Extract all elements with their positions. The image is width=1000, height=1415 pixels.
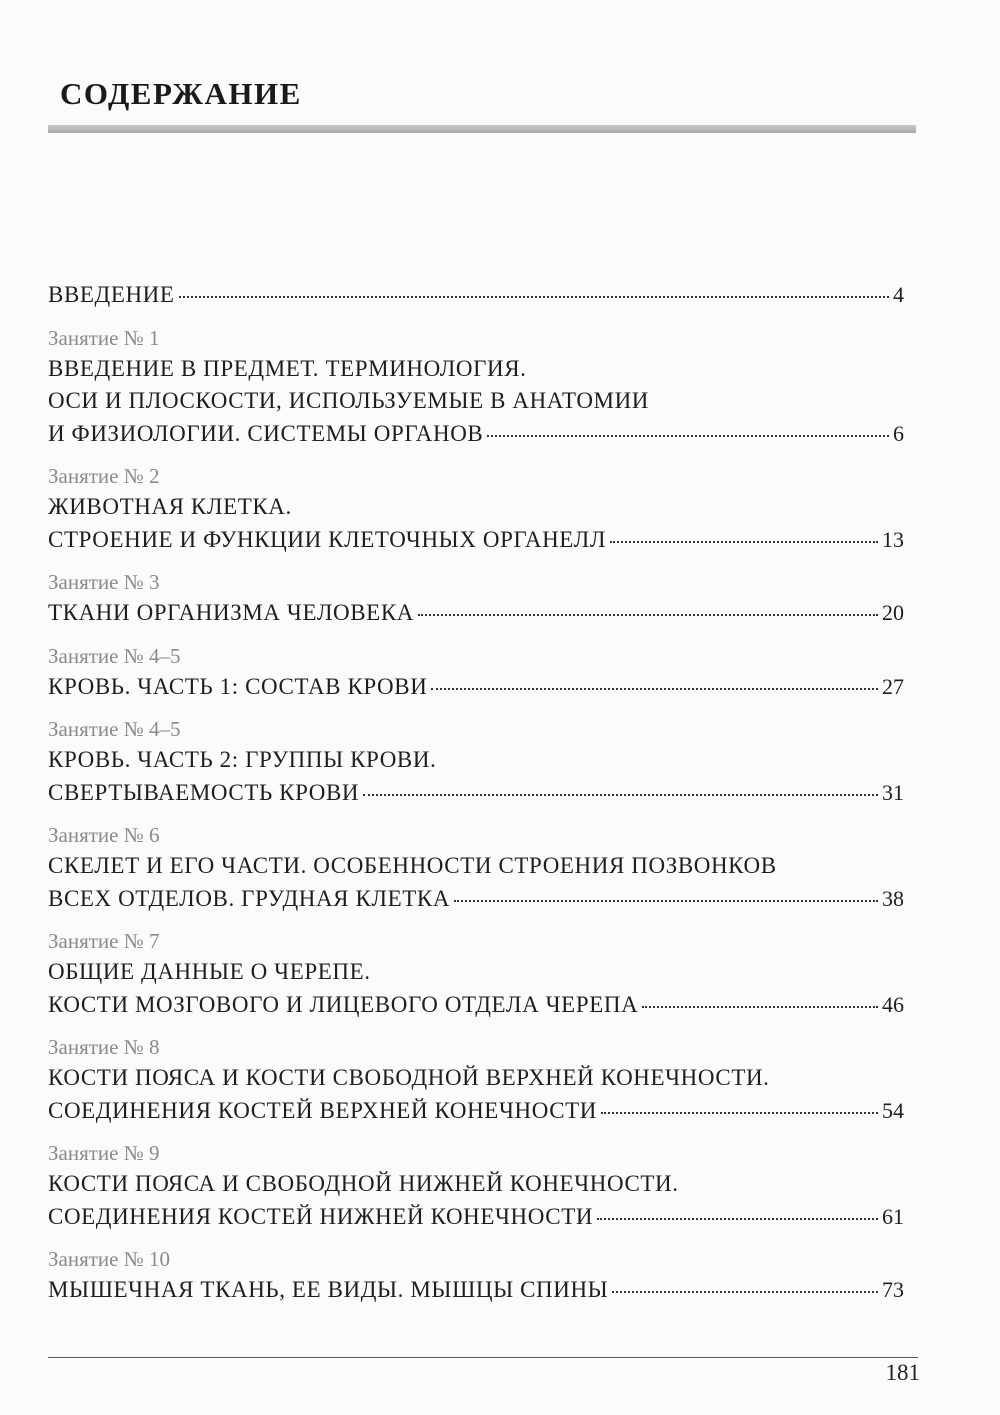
- entry-title-line: СВЕРТЫВАЕМОСТЬ КРОВИ: [48, 779, 360, 805]
- toc-entry: [48, 323, 904, 451]
- entry-last-line: [48, 777, 904, 810]
- toc-entry: [48, 1032, 904, 1127]
- lesson-label: Занятие № 10: [48, 1247, 171, 1271]
- entry-title-line: ЖИВОТНАЯ КЛЕТКА.: [48, 494, 292, 519]
- entry-last-line: [48, 279, 904, 312]
- toc-entry: [48, 820, 904, 915]
- entry-title-line: СКЕЛЕТ И ЕГО ЧАСТИ. ОСОБЕННОСТИ СТРОЕНИЯ ПОЗВОНКОВ: [48, 853, 777, 878]
- heading-divider: [48, 125, 916, 133]
- lesson-label: Занятие № 3: [48, 570, 160, 594]
- entry-title-line: ВВЕДЕНИЕ: [48, 282, 175, 307]
- entry-title-line: СТРОЕНИЕ И ФУНКЦИИ КЛЕТОЧНЫХ ОРГАНЕЛЛ: [48, 526, 607, 552]
- footer-divider: [48, 1357, 918, 1358]
- toc-entry: [48, 279, 904, 312]
- toc-entry: [48, 567, 904, 630]
- page-number: 181: [885, 1360, 920, 1385]
- entry-title-line: МЫШЕЧНАЯ ТКАНЬ, ЕЕ ВИДЫ. МЫШЦЫ СПИНЫ: [48, 1277, 609, 1302]
- dot-leader: [487, 435, 889, 437]
- entry-title-line: КОСТИ ПОЯСА И КОСТИ СВОБОДНОЙ ВЕРХНЕЙ КОНЕЧНОСТИ.: [48, 1065, 770, 1090]
- entry-title-line: СОЕДИНЕНИЯ КОСТЕЙ НИЖНЕЙ КОНЕЧНОСТИ: [48, 1203, 594, 1229]
- toc-entry: [48, 641, 904, 704]
- dot-leader: [418, 614, 878, 616]
- entry-page-number: 46: [882, 991, 904, 1017]
- entry-last-line: [48, 1201, 904, 1234]
- lesson-label: Занятие № 7: [48, 929, 160, 953]
- entry-last-line: [48, 524, 904, 557]
- entry-title-line: КОСТИ МОЗГОВОГО И ЛИЦЕВОГО ОТДЕЛА ЧЕРЕПА: [48, 991, 639, 1017]
- entry-page-number: 13: [882, 526, 904, 552]
- entry-page-number: 31: [882, 779, 904, 805]
- entry-last-line: [48, 883, 904, 916]
- dot-leader: [610, 541, 878, 543]
- entry-title-line: ВВЕДЕНИЕ В ПРЕДМЕТ. ТЕРМИНОЛОГИЯ.: [48, 355, 527, 381]
- entry-title-line: СОЕДИНЕНИЯ КОСТЕЙ ВЕРХНЕЙ КОНЕЧНОСТИ: [48, 1097, 597, 1123]
- entry-last-line: [48, 671, 904, 704]
- entry-title-line: ОСИ И ПЛОСКОСТИ, ИСПОЛЬЗУЕМЫЕ В АНАТОМИИ: [48, 388, 650, 413]
- entry-page-number: 38: [882, 885, 904, 911]
- entry-last-line: [48, 597, 904, 630]
- entry-page-number: 20: [882, 600, 904, 625]
- lesson-label: Занятие № 6: [48, 823, 160, 847]
- dot-leader: [612, 1291, 878, 1293]
- entry-page-number: 73: [882, 1277, 904, 1302]
- lesson-label: Занятие № 9: [48, 1141, 160, 1165]
- toc-entry: [48, 461, 904, 556]
- entry-last-line: [48, 1274, 904, 1307]
- dot-leader: [431, 688, 878, 690]
- dot-leader: [601, 1112, 878, 1114]
- lesson-label: Занятие № 2: [48, 464, 160, 488]
- entry-title-line: ОБЩИЕ ДАННЫЕ О ЧЕРЕПЕ.: [48, 959, 371, 984]
- entry-title-line: ТКАНИ ОРГАНИЗМА ЧЕЛОВЕКА: [48, 600, 414, 625]
- lesson-label: Занятие № 4–5: [48, 643, 181, 668]
- entry-page-number: 6: [893, 420, 904, 446]
- dot-leader: [454, 900, 878, 902]
- toc-entry: [48, 926, 904, 1021]
- entry-last-line: [48, 1095, 904, 1128]
- lesson-label: Занятие № 1: [48, 325, 160, 350]
- lesson-label: Занятие № 8: [48, 1035, 160, 1059]
- entry-last-line: [48, 418, 904, 451]
- dot-leader: [642, 1006, 878, 1008]
- table-of-contents: [48, 279, 904, 1318]
- entry-page-number: 4: [893, 282, 904, 307]
- entry-title-line: ВСЕХ ОТДЕЛОВ. ГРУДНАЯ КЛЕТКА: [48, 885, 451, 911]
- entry-last-line: [48, 989, 904, 1022]
- entry-title-line: КРОВЬ. ЧАСТЬ 2: ГРУППЫ КРОВИ.: [48, 747, 437, 772]
- dot-leader: [179, 296, 889, 298]
- dot-leader: [597, 1218, 878, 1220]
- toc-entry: [48, 1138, 904, 1233]
- lesson-label: Занятие № 4–5: [48, 717, 181, 741]
- entry-title-line: И ФИЗИОЛОГИИ. СИСТЕМЫ ОРГАНОВ: [48, 420, 484, 446]
- toc-entry: [48, 1244, 904, 1307]
- entry-title-line: КОСТИ ПОЯСА И СВОБОДНОЙ НИЖНЕЙ КОНЕЧНОСТИ.: [48, 1171, 679, 1196]
- entry-page-number: 27: [882, 673, 904, 699]
- toc-entry: [48, 714, 904, 809]
- entry-title-line: КРОВЬ. ЧАСТЬ 1: СОСТАВ КРОВИ: [48, 673, 428, 699]
- entry-page-number: 61: [882, 1203, 904, 1229]
- entry-page-number: 54: [882, 1097, 904, 1123]
- page-title: СОДЕРЖАНИЕ: [60, 76, 302, 111]
- dot-leader: [363, 794, 878, 796]
